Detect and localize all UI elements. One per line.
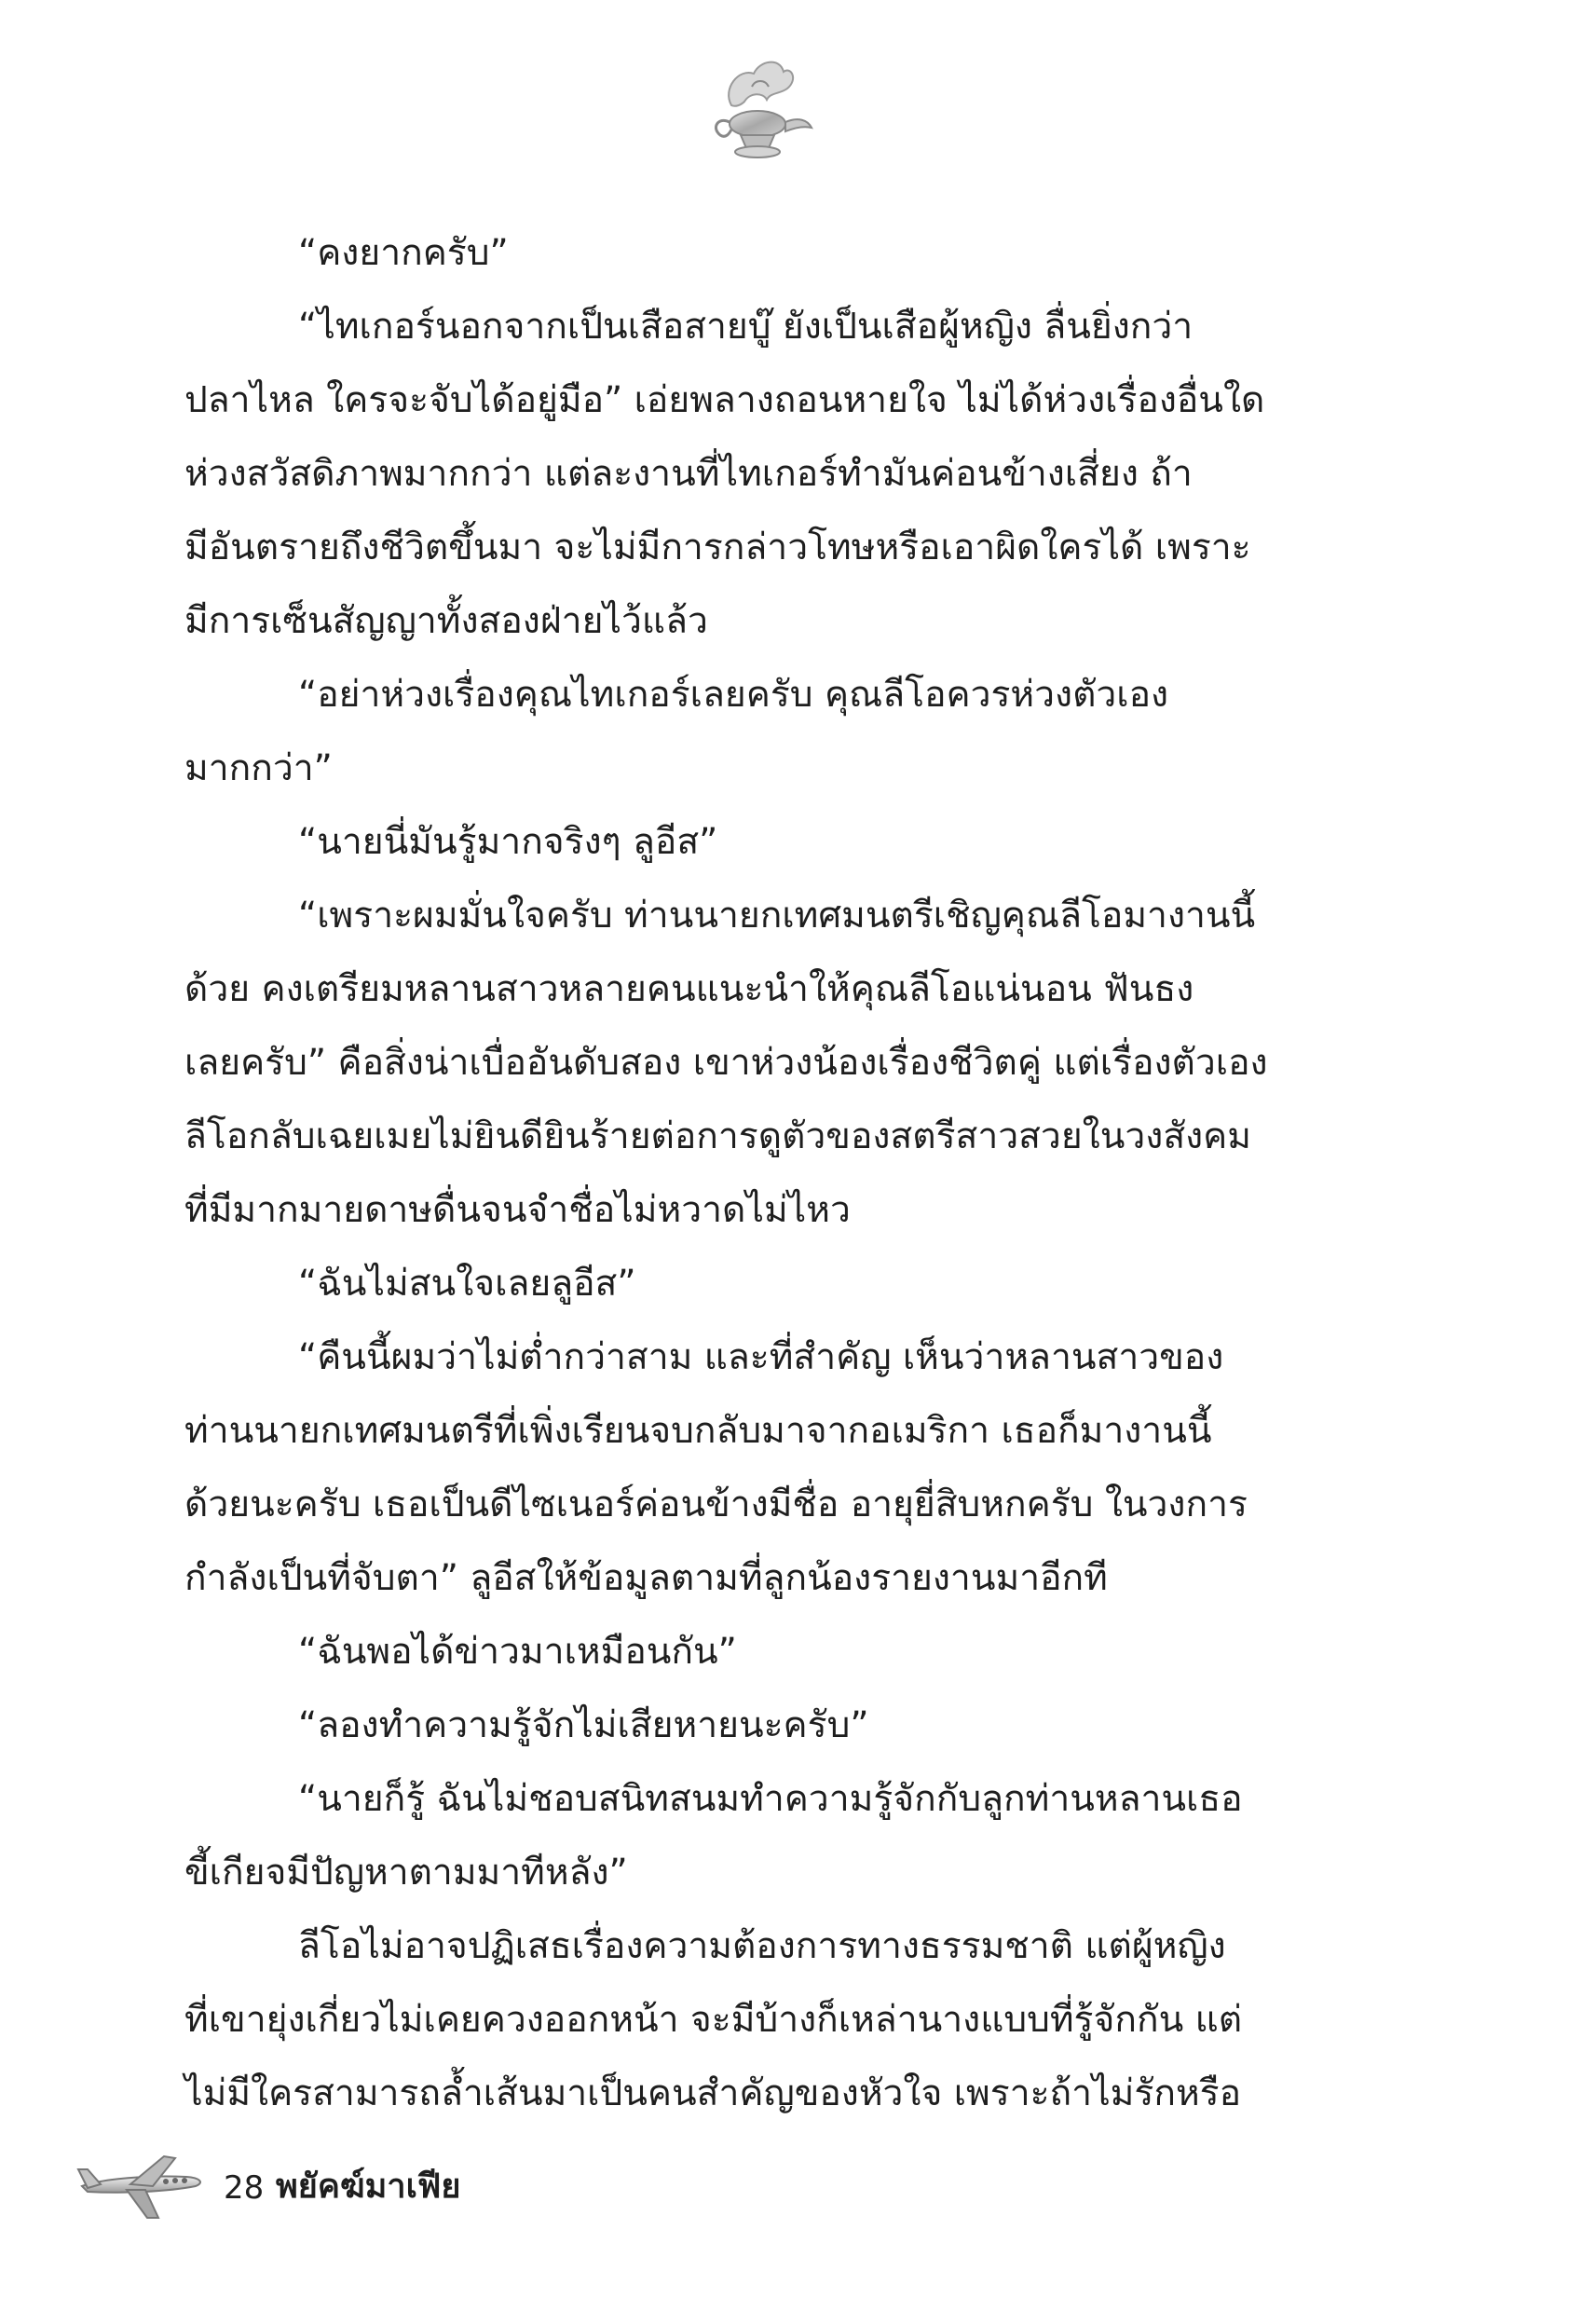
airplane-icon bbox=[75, 2143, 214, 2227]
text-line: “คงยากครับ” bbox=[298, 232, 509, 274]
text-line: ห่วงสวัสดิภาพมากกว่า แต่ละงานที่ไทเกอร์ทำมันค่อนข้างเสี่ยง ถ้า bbox=[184, 453, 1193, 495]
text-line: กำลังเป็นที่จับตา” ลูอีสให้ข้อมูลตามที่ลูกน้องรายงานมาอีกที bbox=[184, 1557, 1108, 1599]
page-footer bbox=[75, 2143, 727, 2227]
text-line: ด้วยนะครับ เธอเป็นดีไซเนอร์ค่อนข้างมีชื่อ อายุยี่สิบหกครับ ในวงการ bbox=[184, 1484, 1248, 1525]
body-text bbox=[184, 216, 1326, 2130]
text-line: ที่มีมากมายดาษดื่นจนจำชื่อไม่หวาดไม่ไหว bbox=[184, 1189, 851, 1231]
genie-lamp-icon bbox=[694, 51, 820, 172]
text-line: เลยครับ” คือสิ่งน่าเบื่ออันดับสอง เขาห่วงน้องเรื่องชีวิตคู่ แต่เรื่องตัวเอง bbox=[184, 1042, 1268, 1084]
text-line: ปลาไหล ใครจะจับได้อยู่มือ” เอ่ยพลางถอนหายใจ ไม่ได้ห่วงเรื่องอื่นใด bbox=[184, 379, 1265, 421]
text-line: มีอันตรายถึงชีวิตขึ้นมา จะไม่มีการกล่าวโทษหรือเอาผิดใครได้ เพราะ bbox=[184, 526, 1251, 568]
text-line: “นายก็รู้ ฉันไม่ชอบสนิทสนมทำความรู้จักกับลูกท่านหลานเธอ bbox=[298, 1778, 1243, 1820]
text-line: “เพราะผมมั่นใจครับ ท่านนายกเทศมนตรีเชิญคุณลีโอมางานนี้ bbox=[298, 895, 1256, 937]
text-line: “ฉันไม่สนใจเลยลูอีส” bbox=[298, 1263, 636, 1305]
page-number: 28 bbox=[224, 2169, 265, 2207]
text-line: ขี้เกียจมีปัญหาตามมาทีหลัง” bbox=[184, 1852, 628, 1894]
text-line: “ไทเกอร์นอกจากเป็นเสือสายบู๊ ยังเป็นเสือผู้หญิง ลื่นยิ่งกว่า bbox=[298, 306, 1194, 348]
text-line: ที่เขายุ่งเกี่ยวไม่เคยควงออกหน้า จะมีบ้างก็เหล่านางแบบที่รู้จักกัน แต่ bbox=[184, 1999, 1243, 2041]
text-line: ลีโอกลับเฉยเมยไม่ยินดียินร้ายต่อการดูตัวของสตรีสาวสวยในวงสังคม bbox=[184, 1115, 1251, 1157]
text-line: “อย่าห่วงเรื่องคุณไทเกอร์เลยครับ คุณลีโอควรห่วงตัวเอง bbox=[298, 674, 1169, 716]
text-line: ลีโอไม่อาจปฏิเสธเรื่องความต้องการทางธรรมชาติ แต่ผู้หญิง bbox=[298, 1925, 1226, 1967]
text-line: ท่านนายกเทศมนตรีที่เพิ่งเรียนจบกลับมาจากอเมริกา เธอก็มางานนี้ bbox=[184, 1410, 1212, 1452]
book-title: พยัคฆ์มาเฟีย bbox=[276, 2167, 461, 2206]
text-line: ไม่มีใครสามารถล้ำเส้นมาเป็นคนสำคัญของหัวใจ เพราะถ้าไม่รักหรือ bbox=[184, 2072, 1242, 2114]
text-line: มากกว่า” bbox=[184, 747, 333, 789]
text-line: “คืนนี้ผมว่าไม่ต่ำกว่าสาม และที่สำคัญ เห็นว่าหลานสาวของ bbox=[298, 1336, 1224, 1378]
text-line: “ลองทำความรู้จักไม่เสียหายนะครับ” bbox=[298, 1704, 869, 1746]
text-line: มีการเซ็นสัญญาทั้งสองฝ่ายไว้แล้ว bbox=[184, 600, 708, 642]
text-line: “ฉันพอได้ข่าวมาเหมือนกัน” bbox=[298, 1631, 737, 1673]
text-line: ด้วย คงเตรียมหลานสาวหลายคนแนะนำให้คุณลีโอแน่นอน ฟันธง bbox=[184, 968, 1194, 1010]
text-line: “นายนี่มันรู้มากจริงๆ ลูอีส” bbox=[298, 821, 718, 863]
